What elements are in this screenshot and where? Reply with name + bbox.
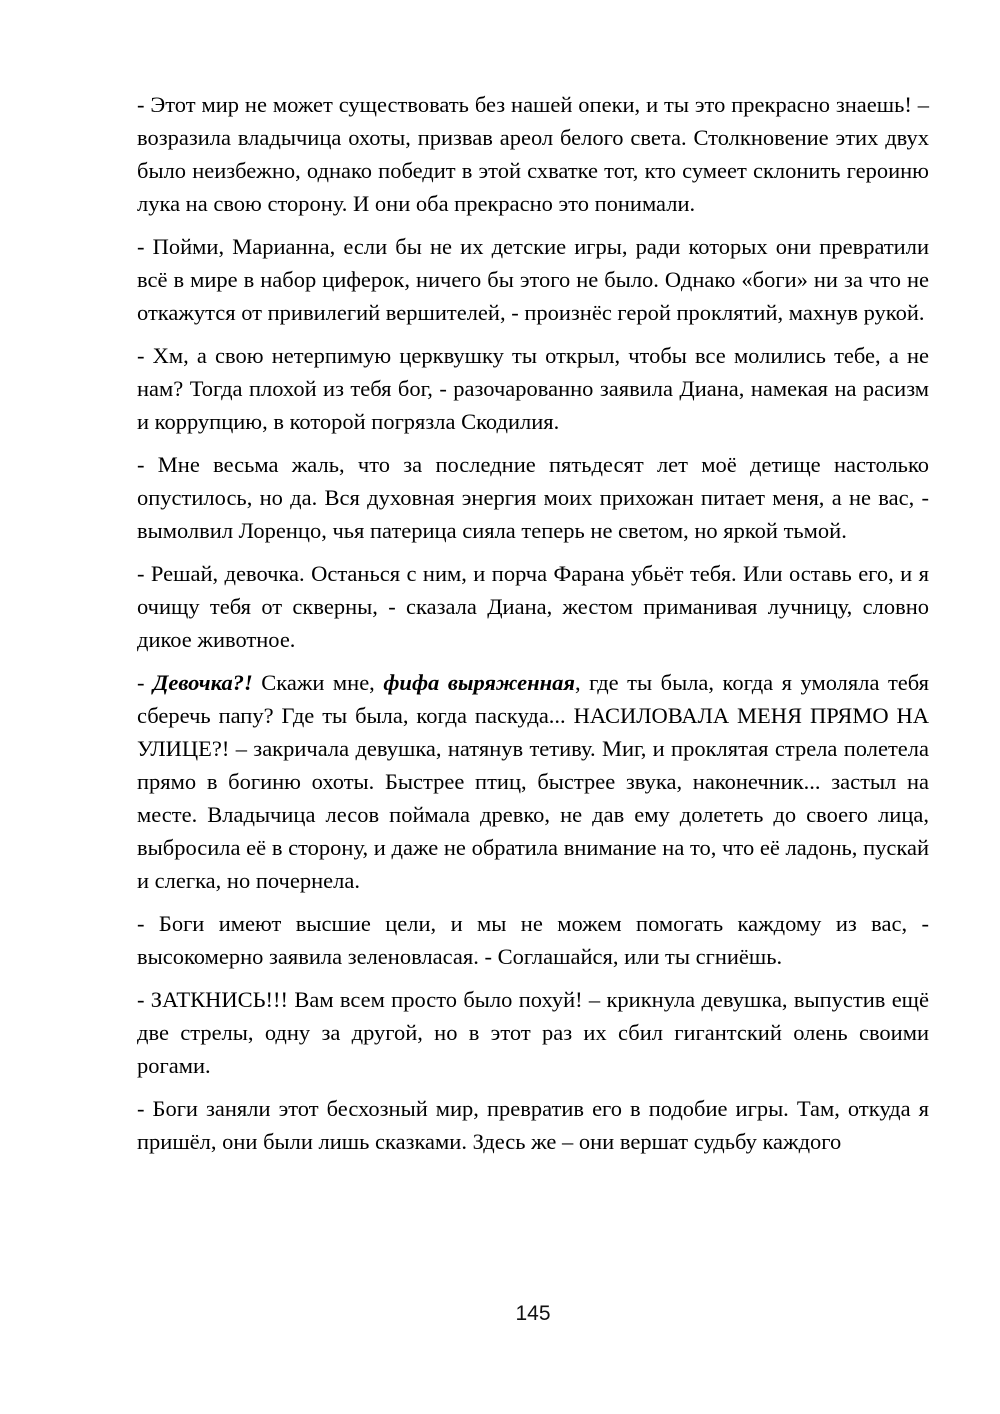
paragraph	[137, 983, 929, 1082]
body-text: -	[137, 670, 154, 695]
body-text: - ЗАТКНИСЬ!!! Вам всем просто было похуй! – крикнула девушка, выпустив ещё две стрелы, одну за другой, но в этот раз их сбил гигантский олень своими рогами.	[137, 987, 929, 1078]
paragraph	[137, 448, 929, 547]
emphasized-text: фифа выряженная	[383, 670, 575, 695]
body-text: - Этот мир не может существовать без нашей опеки, и ты это прекрасно знаешь! – возразила владычица охоты, призвав ареол белого света. Столкновение этих двух было неизбежно, однако победит в этой схватке тот, кто сумеет склонить героиню лука на свою сторону. И они оба прекрасно это понимали.	[137, 92, 929, 216]
body-text: - Мне весьма жаль, что за последние пятьдесят лет моё детище настолько опустилось, но да. Вся духовная энергия моих прихожан питает меня, а не вас, - вымолвил Лоренцо, чья патерица сияла теперь не светом, но яркой тьмой.	[137, 452, 929, 543]
body-text: - Боги имеют высшие цели, и мы не можем помогать каждому из вас, - высокомерно заявила зеленовласая. - Соглашайся, или ты сгниёшь.	[137, 911, 929, 969]
body-text: Скажи мне,	[252, 670, 384, 695]
paragraph	[137, 1092, 929, 1158]
paragraph	[137, 88, 929, 220]
body-text: - Боги заняли этот бесхозный мир, превратив его в подобие игры. Там, откуда я пришёл, они были лишь сказками. Здесь же – они вершат судьбу каждого	[137, 1096, 929, 1154]
body-text: - Хм, а свою нетерпимую церквушку ты открыл, чтобы все молились тебе, а не нам? Тогда плохой из тебя бог, - разочарованно заявила Диана, намекая на расизм и коррупцию, в которой погрязла Скодилия.	[137, 343, 929, 434]
paragraph	[137, 907, 929, 973]
text-block	[137, 88, 929, 1168]
page-number: 145	[515, 1302, 551, 1325]
paragraph	[137, 339, 929, 438]
body-text: - Решай, девочка. Останься с ним, и порча Фарана убьёт тебя. Или оставь его, и я очищу тебя от скверны, - сказала Диана, жестом приманивая лучницу, словно дикое животное.	[137, 561, 929, 652]
paragraph	[137, 557, 929, 656]
emphasized-text: Девочка?!	[153, 670, 253, 695]
body-text: - Пойми, Марианна, если бы не их детские игры, ради которых они превратили всё в мире в набор циферок, ничего бы этого не было. Однако «боги» ни за что не откажутся от привилегий вершителей, - произнёс герой проклятий, махнув рукой.	[137, 234, 929, 325]
body-text: , где ты была, когда я умоляла тебя сберечь папу? Где ты была, когда паскуда... НАСИЛОВАЛА МЕНЯ ПРЯМО НА УЛИЦЕ?! – закричала девушка, натянув тетиву. Миг, и проклятая стрела полетела прямо в богиню охоты. Быстрее птиц, быстрее звука, наконечник... застыл на месте. Владычица лесов поймала древко, не дав ему долететь до своего лица, выбросила её в сторону, и даже не обратила внимание на то, что её ладонь, пускай и слегка, но почернела.	[137, 670, 930, 893]
paragraph	[137, 230, 929, 329]
paragraph	[137, 666, 929, 897]
